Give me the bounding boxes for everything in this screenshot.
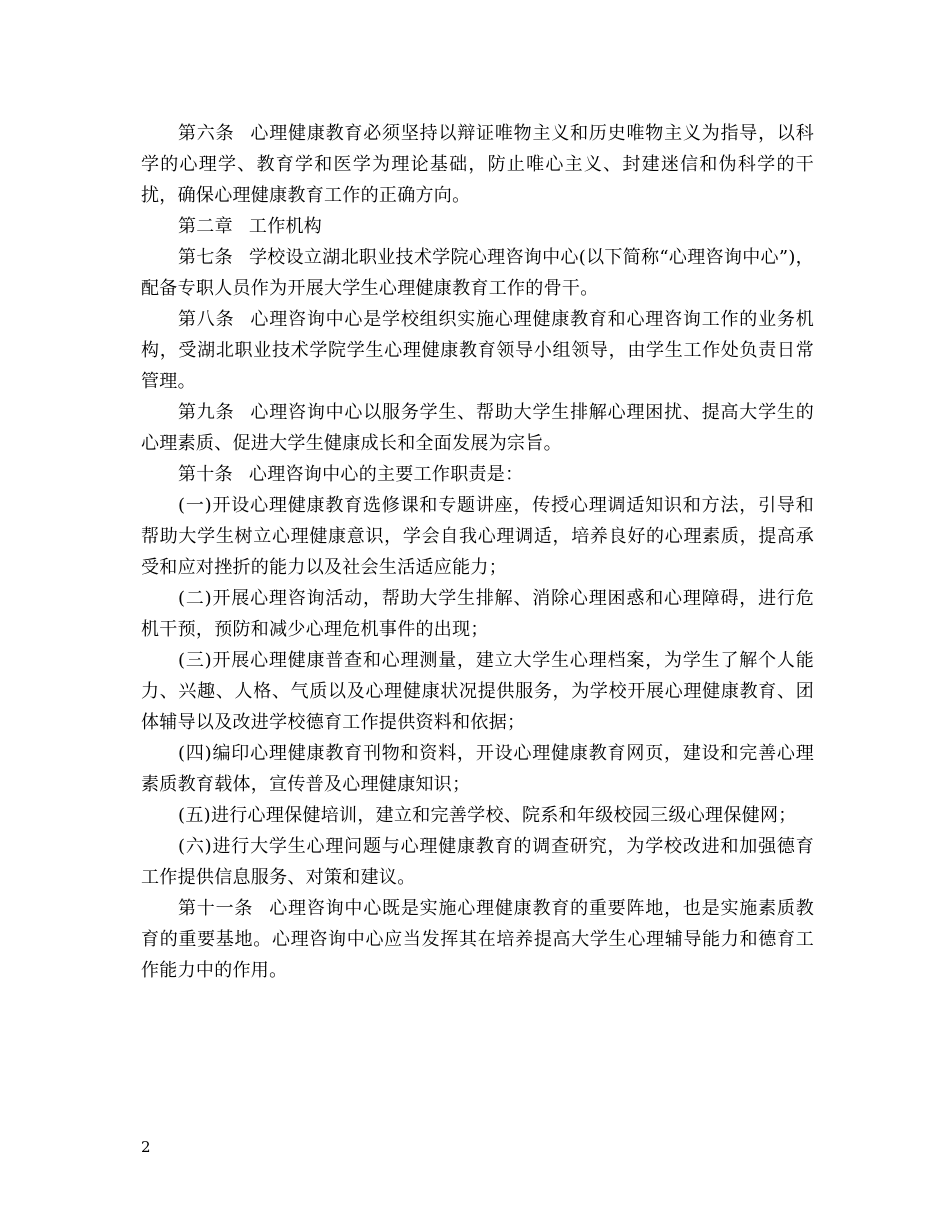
article-label: 第六条 bbox=[178, 123, 235, 144]
article-label: 第十条 bbox=[178, 464, 233, 485]
duty-text: (五)进行心理保健培训，建立和完善学校、院系和年级校园三级心理保健网； bbox=[178, 805, 797, 826]
chapter-2-heading bbox=[141, 211, 814, 242]
article-text: 心理咨询中心以服务学生、帮助大学生排解心理困扰、提高大学生的心理素质、促进大学生健康成长和全面发展为宗旨。 bbox=[141, 402, 815, 454]
article-label: 第九条 bbox=[178, 402, 235, 423]
article-11 bbox=[141, 893, 814, 986]
article-text: 心理咨询中心是学校组织实施心理健康教育和心理咨询工作的业务机构，受湖北职业技术学院学生心理健康教育领导小组领导，由学生工作处负责日常管理。 bbox=[141, 309, 815, 392]
page-number: 2 bbox=[141, 1138, 151, 1156]
duty-text: (六)进行大学生心理问题与心理健康教育的调查研究，为学校改进和加强德育工作提供信息服务、对策和建议。 bbox=[141, 836, 814, 888]
article-text: 心理咨询中心的主要工作职责是： bbox=[248, 464, 524, 485]
duty-text: (一)开设心理健康教育选修课和专题讲座，传授心理调适知识和方法，引导和帮助大学生树立心理健康意识，学会自我心理调适，培养良好的心理素质，提高承受和应对挫折的能力以及社会生活适应能力； bbox=[141, 495, 814, 578]
article-text: 学校设立湖北职业技术学院心理咨询中心(以下简称“心理咨询中心”)，配备专职人员作为开展大学生心理健康教育工作的骨干。 bbox=[141, 247, 814, 299]
article-6 bbox=[141, 118, 814, 211]
duty-item-6 bbox=[141, 831, 814, 893]
chapter-label: 第二章 bbox=[178, 216, 233, 237]
duty-item-2 bbox=[141, 583, 814, 645]
article-9 bbox=[141, 397, 814, 459]
document-body bbox=[141, 118, 814, 986]
duty-item-1 bbox=[141, 490, 814, 583]
article-label: 第八条 bbox=[178, 309, 235, 330]
article-label: 第七条 bbox=[178, 247, 233, 268]
article-text: 心理健康教育必须坚持以辩证唯物主义和历史唯物主义为指导，以科学的心理学、教育学和医学为理论基础，防止唯心主义、封建迷信和伪科学的干扰，确保心理健康教育工作的正确方向。 bbox=[141, 123, 815, 206]
duty-text: (二)开展心理咨询活动，帮助大学生排解、消除心理困惑和心理障碍，进行危机干预，预防和减少心理危机事件的出现； bbox=[141, 588, 814, 640]
duty-text: (四)编印心理健康教育刊物和资料，开设心理健康教育网页，建设和完善心理素质教育载体，宣传普及心理健康知识； bbox=[141, 743, 814, 795]
article-text: 心理咨询中心既是实施心理健康教育的重要阵地，也是实施素质教育的重要基地。心理咨询中心应当发挥其在培养提高大学生心理辅导能力和德育工作能力中的作用。 bbox=[141, 898, 814, 981]
article-label: 第十一条 bbox=[178, 898, 254, 919]
article-10 bbox=[141, 459, 814, 490]
duty-item-5 bbox=[141, 800, 814, 831]
duty-text: (三)开展心理健康普查和心理测量，建立大学生心理档案，为学生了解个人能力、兴趣、人格、气质以及心理健康状况提供服务，为学校开展心理健康教育、团体辅导以及改进学校德育工作提供资料和依据； bbox=[141, 650, 814, 733]
chapter-title: 工作机构 bbox=[248, 216, 323, 237]
duty-item-4 bbox=[141, 738, 814, 800]
article-8 bbox=[141, 304, 814, 397]
duty-item-3 bbox=[141, 645, 814, 738]
article-7 bbox=[141, 242, 814, 304]
